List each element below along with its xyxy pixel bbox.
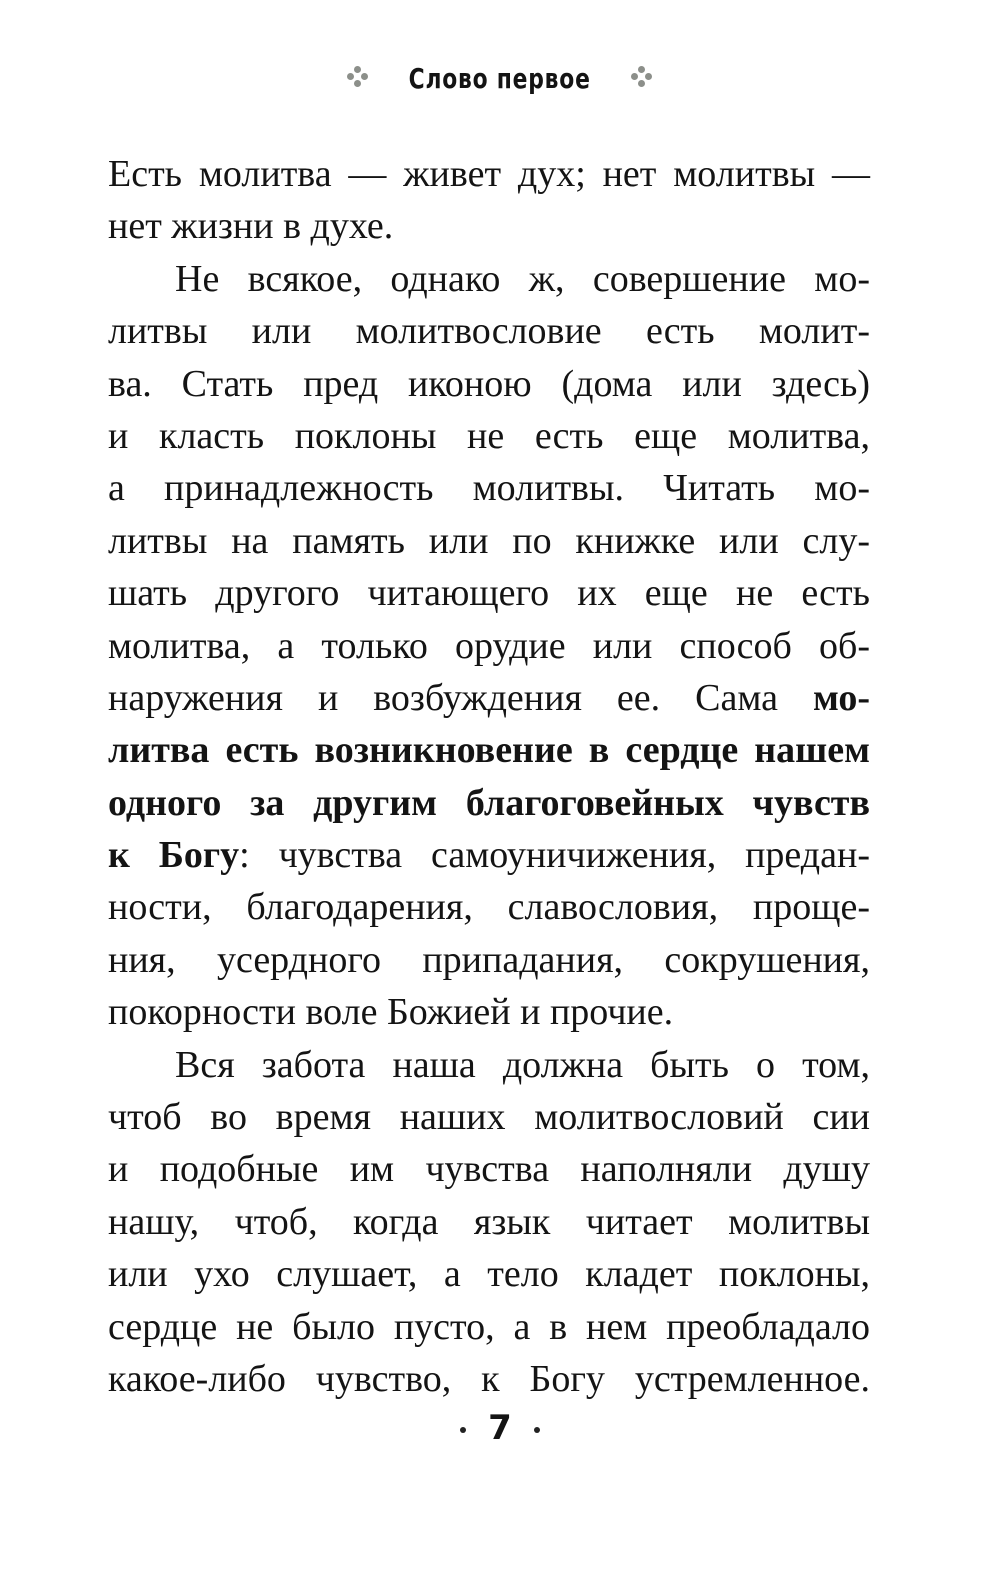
text-line — [108, 1196, 870, 1248]
text-segment: ности, благодарения, славословия, проще- — [108, 886, 870, 929]
text-segment: литвы на память или по книжке или слу- — [108, 519, 870, 562]
text-line — [108, 253, 870, 305]
text-line — [108, 1039, 870, 1091]
dot-icon — [534, 1427, 540, 1433]
text-segment: шать другого читающего их еще не есть — [108, 572, 870, 615]
text-line — [108, 724, 870, 776]
text-segment: Есть молитва — живет дух; нет молитвы — — [108, 153, 870, 195]
text-line — [108, 986, 870, 1038]
text-segment: нет жизни в духе. — [108, 205, 394, 248]
text-segment: Вся забота наша должна быть о том, — [175, 1043, 870, 1086]
bold-text: мо- — [812, 676, 870, 719]
text-line — [108, 1091, 870, 1143]
text-line — [108, 358, 870, 410]
paragraph — [108, 1039, 870, 1406]
text-segment: сердце не было пусто, а в нем преобладало — [108, 1305, 870, 1348]
page-number: 7 — [488, 1408, 512, 1448]
text-line — [108, 1143, 870, 1195]
text-line — [108, 829, 870, 881]
text-line — [108, 881, 870, 933]
text-segment: : чувства самоуничижения, предан- — [239, 834, 870, 877]
text-line — [108, 410, 870, 462]
page-footer — [0, 1408, 1000, 1448]
paragraph — [108, 253, 870, 1039]
text-segment: ва. Стать пред иконою (дома или здесь) — [108, 362, 870, 405]
text-line — [108, 567, 870, 619]
bold-text: к Богу — [108, 834, 240, 877]
text-line — [108, 777, 870, 829]
bold-text: одного за другим благоговейных чувств — [108, 781, 870, 824]
text-line — [108, 620, 870, 672]
text-line — [108, 515, 870, 567]
text-line — [108, 462, 870, 514]
running-header — [0, 62, 1000, 95]
text-segment: ния, усердного припадания, сокрушения, — [108, 938, 870, 981]
text-segment: а принадлежность молитвы. Читать мо- — [108, 467, 870, 510]
text-line — [108, 1353, 870, 1405]
text-line — [108, 305, 870, 357]
text-segment: и класть поклоны не есть еще молитва, — [108, 414, 870, 457]
text-segment: и подобные им чувства наполняли душу — [108, 1148, 870, 1191]
text-segment: какое-либо чувство, к Богу устремленное. — [108, 1357, 870, 1400]
text-line — [108, 148, 870, 200]
ornament-icon — [347, 66, 369, 88]
text-segment: или ухо слушает, а тело кладет поклоны, — [108, 1253, 870, 1296]
ornament-icon — [631, 66, 653, 88]
text-segment: чтоб во время наших молитвословий сии — [108, 1096, 870, 1139]
text-line — [108, 1301, 870, 1353]
text-line — [108, 672, 870, 724]
text-line — [108, 934, 870, 986]
paragraph — [108, 148, 870, 253]
text-segment: молитва, а только орудие или способ об- — [108, 624, 870, 667]
bold-text: литва есть возникновение в сердце нашем — [108, 729, 870, 772]
text-segment: покорности воле Божией и прочие. — [108, 991, 674, 1034]
text-segment: наружения и возбуждения ее. Сама — [108, 676, 813, 719]
text-line — [108, 200, 870, 252]
text-segment: литвы или молитвословие есть молит- — [108, 310, 870, 353]
text-segment: Не всякое, однако ж, совершение мо- — [175, 257, 870, 300]
body-text — [108, 148, 870, 1405]
dot-icon — [460, 1427, 466, 1433]
chapter-title: Слово первое — [408, 62, 591, 95]
text-line — [108, 1248, 870, 1300]
text-segment: нашу, чтоб, когда язык читает молитвы — [108, 1200, 870, 1243]
